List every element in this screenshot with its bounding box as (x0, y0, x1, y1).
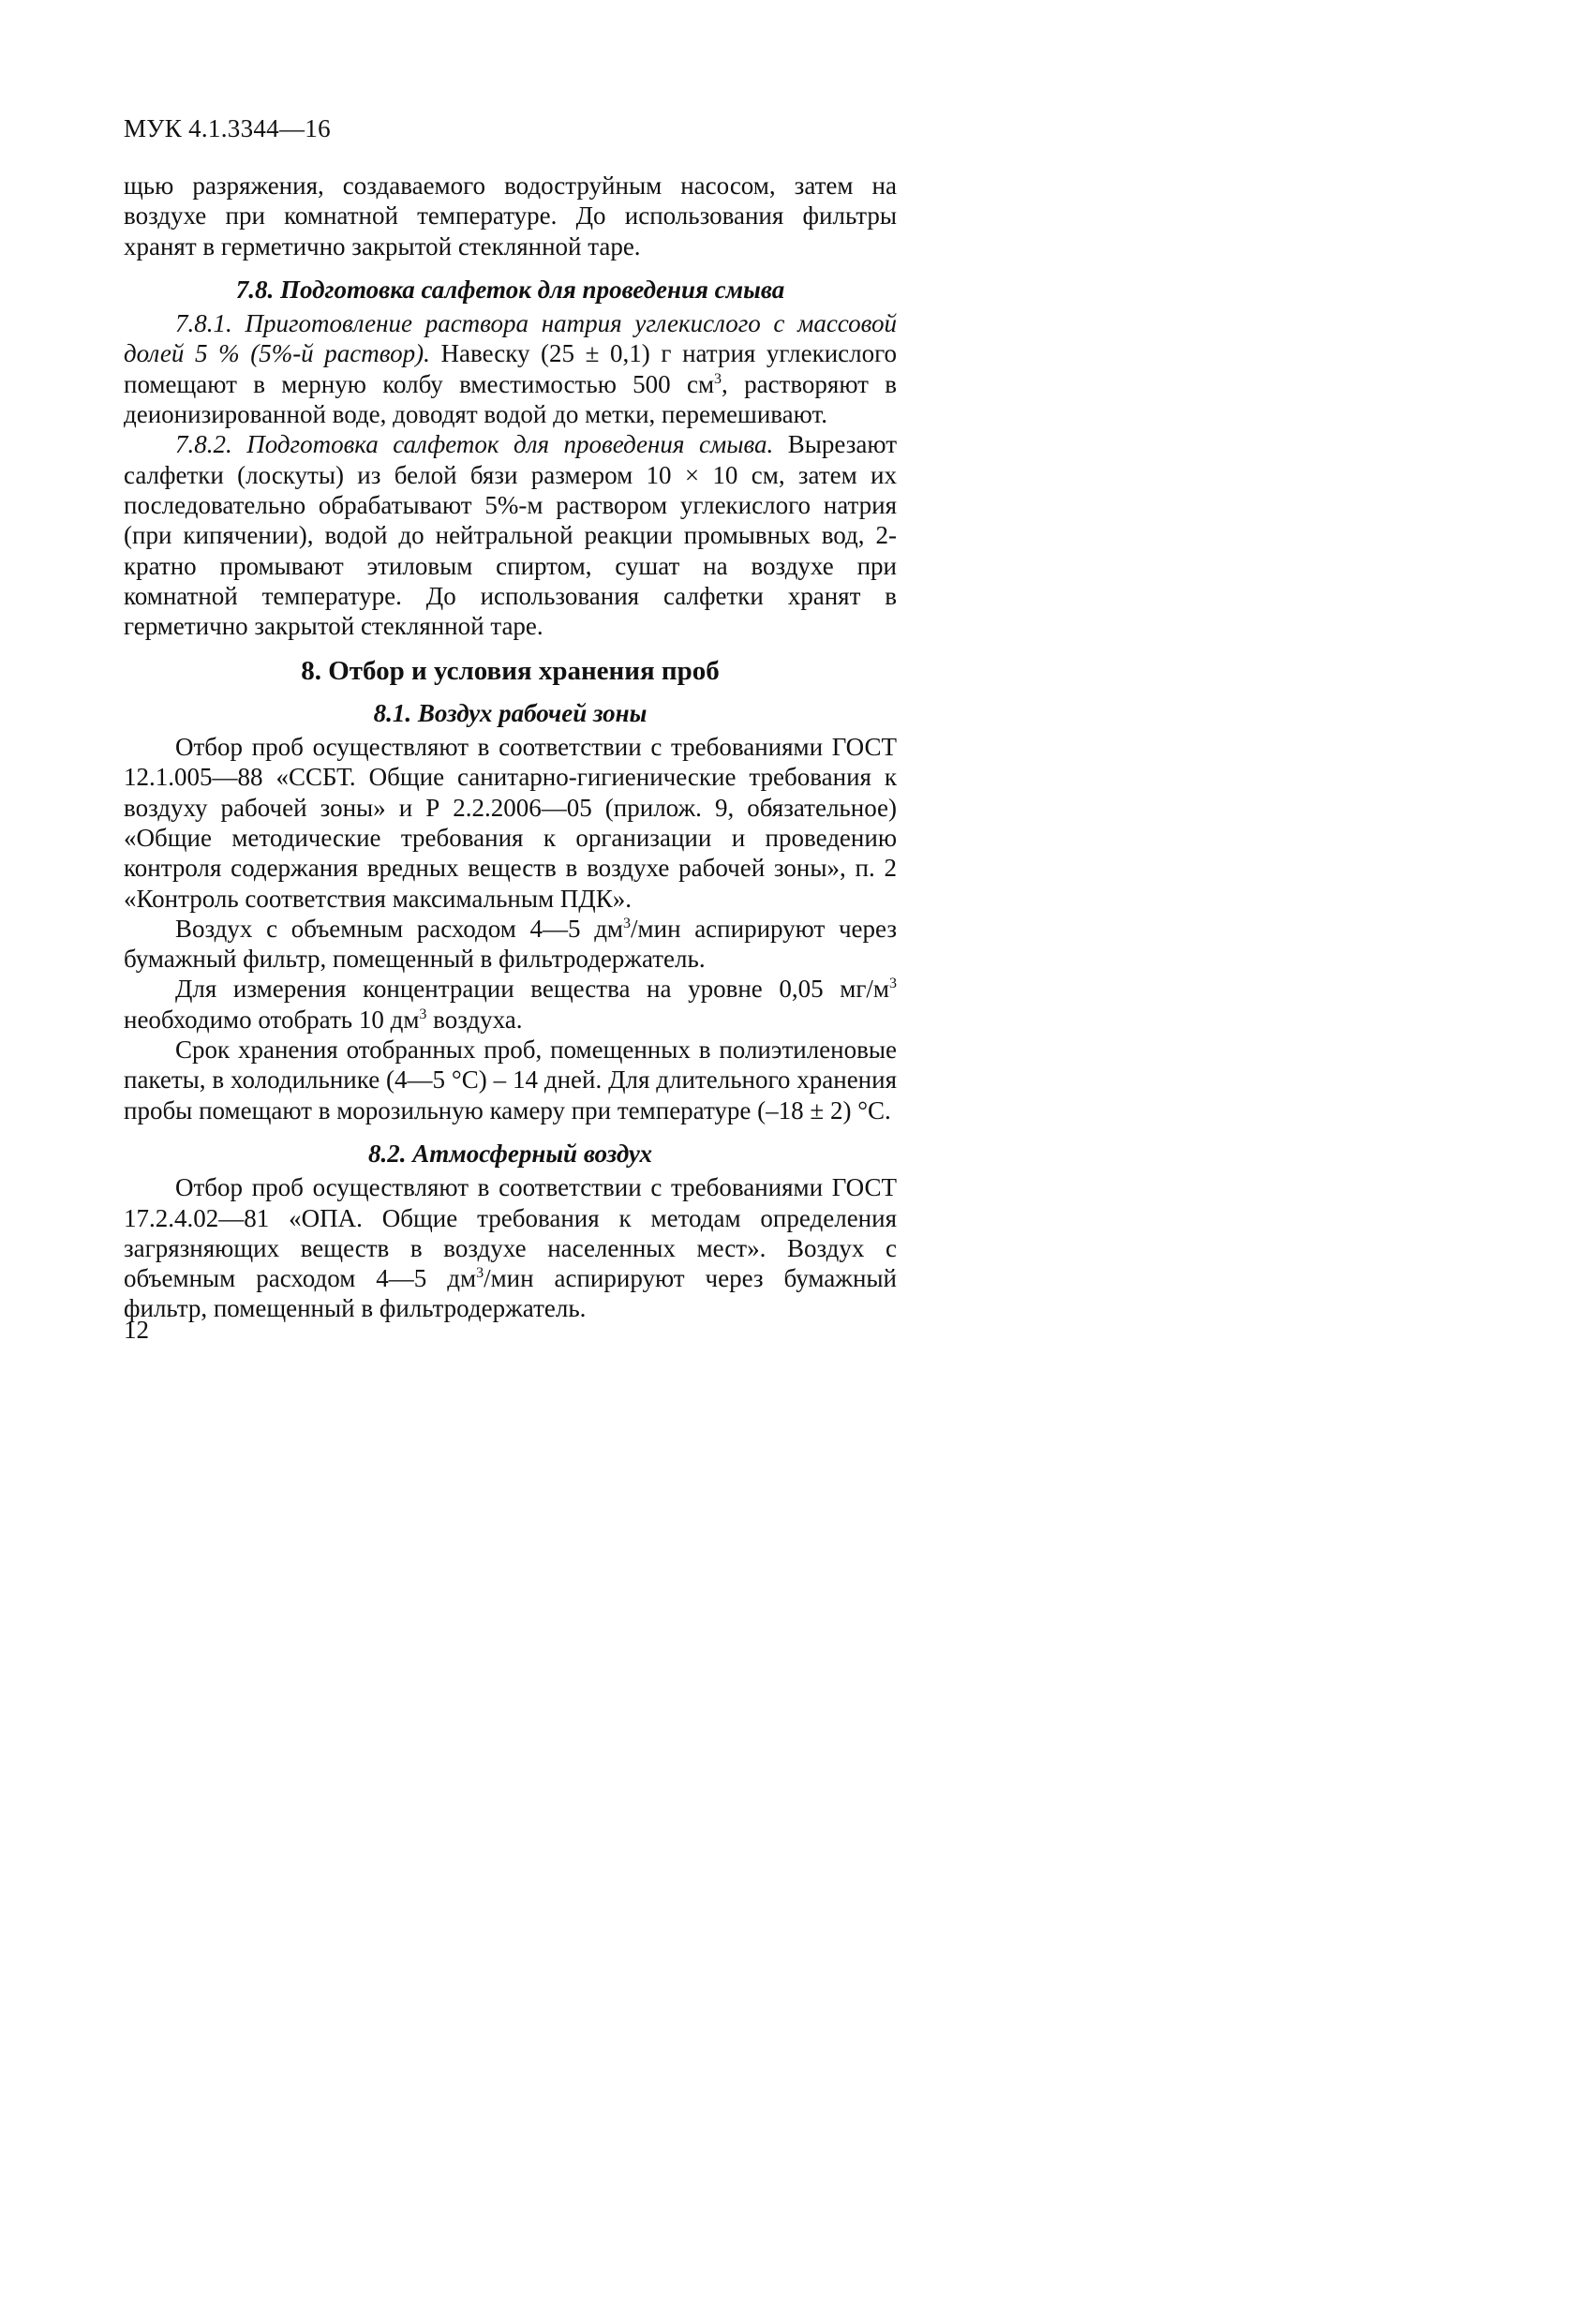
paragraph-8-2-1 (124, 1172, 897, 1323)
paragraph-7-8-1-text-b: , растворяют в деионизированной воде, доводят водой до метки, перемешивают. (124, 369, 897, 429)
paragraph-8-1-3-sup-b: 3 (419, 1006, 427, 1022)
paragraph-7-8-2-text: Вырезают салфетки (лоскуты) из белой бязи размером 10 × 10 см, затем их последовательно обрабатывают 5%-м раствором углекислого натрия (при кипячении), водой до нейтральной реакции промывных вод, 2-кратно промывают этиловым спиртом, сушат на воздухе при комнатной температуре. До использования салфетки хранят в герметично закрытой стеклянной таре. (124, 430, 897, 641)
paragraph-8-1-3-text-b: необходимо отобрать 10 дм (124, 1005, 420, 1034)
paragraph-7-8-1-sup: 3 (714, 370, 722, 387)
paragraph-7-8-1-lead: 7.8.1. Приготовление раствора натрия углекислого с массовой долей 5 % (5%-й раствор). (124, 309, 897, 368)
section-8-1-title: 8.1. Воздух рабочей зоны (373, 698, 648, 727)
document-body (124, 171, 897, 1324)
paragraph-8-2-1-text-b: /мин аспирируют через бумажный фильтр, помещенный в фильтродержатель. (124, 1264, 897, 1323)
section-8-title: 8. Отбор и условия хранения проб (301, 656, 720, 687)
paragraph-7-8-2-lead: 7.8.2. Подготовка салфеток для проведения смыва. (175, 430, 774, 459)
paragraph-8-1-4: Срок хранения отобранных проб, помещенных в полиэтиленовые пакеты, в холодильнике (4—5 °С) – 14 дней. Для длительного хранения пробы помещают в морозильную камеру при температуре (–18 ± 2) °С. (124, 1035, 897, 1125)
paragraph-8-1-2-text-b: /мин аспирируют через бумажный фильтр, помещенный в фильтродержатель. (124, 914, 897, 974)
paragraph-8-1-3 (124, 974, 897, 1035)
document-code-header: МУК 4.1.3344—16 (124, 114, 331, 142)
paragraph-7-8-1-text-a: Навеску (25 ± 0,1) г натрия углекислого помещают в мерную колбу вместимостью 500 см (124, 339, 897, 398)
paragraph-7-8-1 (124, 308, 897, 429)
paragraph-8-2-1-text-a: Отбор проб осуществляют в соответствии с требованиями ГОСТ 17.2.4.02—81 «ОПА. Общие требования к методам определения загрязняющих веществ в воздухе населенных мест». Воздух с объемным расходом 4—5 дм (124, 1173, 897, 1293)
page-number: 12 (124, 1316, 149, 1344)
continuation-paragraph: щью разряжения, создаваемого водоструйным насосом, затем на воздухе при комнатной температуре. До использования фильтры хранят в герметично закрытой стеклянной таре. (124, 171, 897, 261)
paragraph-8-1-3-text-a: Для измерения концентрации вещества на уровне 0,05 мг/м (175, 975, 889, 1004)
section-8-2-title: 8.2. Атмосферный воздух (367, 1139, 653, 1168)
paragraph-8-1-3-text-c: воздуха. (426, 1005, 523, 1034)
paragraph-8-1-3-sup-a: 3 (889, 976, 897, 992)
paragraph-8-2-1-sup: 3 (476, 1265, 484, 1282)
paragraph-8-1-2 (124, 914, 897, 975)
paragraph-8-1-1: Отбор проб осуществляют в соответствии с требованиями ГОСТ 12.1.005—88 «ССБТ. Общие санитарно-гигиенические требования к воздуху рабочей зоны» и Р 2.2.2006—05 (прилож. 9, обязательное) «Общие методические требования к организации и проведению контроля содержания вредных веществ в воздухе рабочей зоны», п. 2 «Контроль соответствия максимальным ПДК». (124, 733, 897, 913)
paragraph-8-1-2-text-a: Воздух с объемным расходом 4—5 дм (175, 914, 624, 943)
paragraph-7-8-2 (124, 429, 897, 641)
paragraph-8-1-2-sup: 3 (623, 915, 632, 931)
section-7-8-title: 7.8. Подготовка салфеток для проведения смыва (235, 275, 785, 304)
